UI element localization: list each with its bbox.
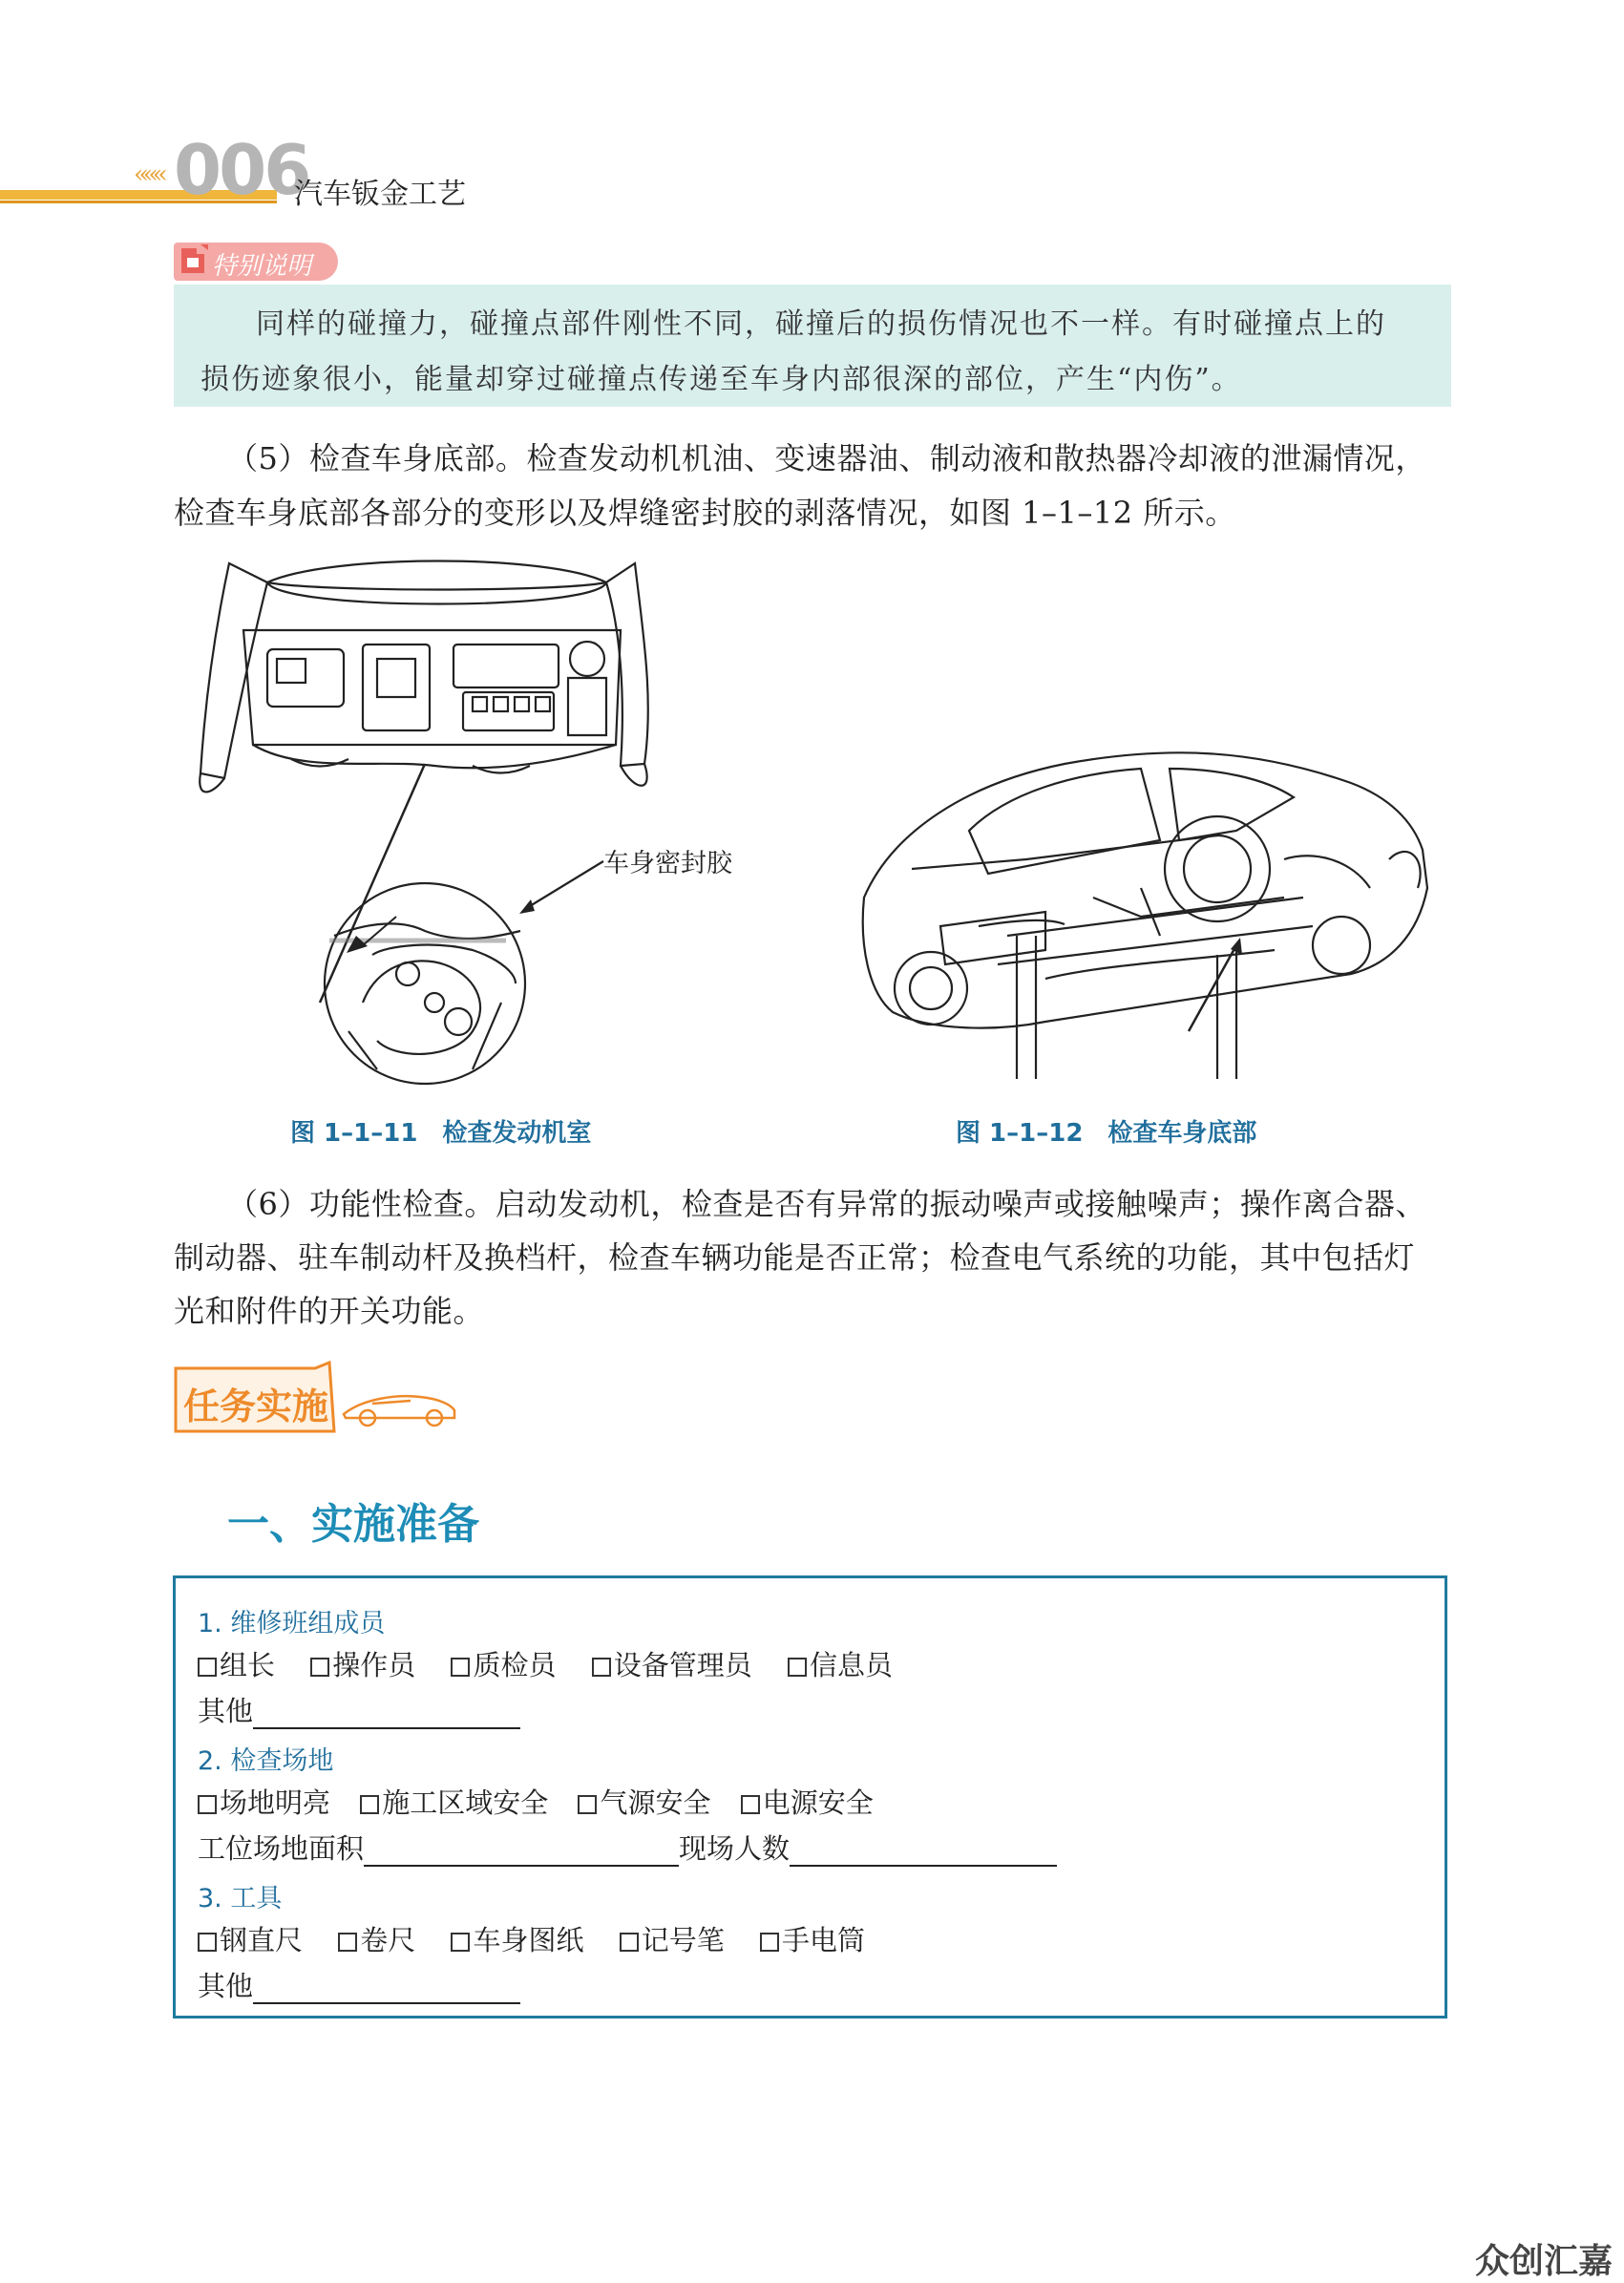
option-power-safe[interactable]: 电源安全 <box>741 1786 874 1819</box>
para6-line-2: 制动器、驻车制动杆及换档杆，检查车辆功能是否正常；检查电气系统的功能，其中包括灯 <box>174 1239 1416 1276</box>
option-leader[interactable]: 组长 <box>198 1649 275 1681</box>
checkbox[interactable] <box>310 1658 329 1677</box>
area-field[interactable] <box>364 1836 679 1867</box>
checkbox[interactable] <box>338 1933 357 1952</box>
tool-options <box>198 1919 892 1958</box>
note-line-1: 同样的碰撞力，碰撞点部件刚性不同，碰撞后的损伤情况也不一样。有时碰撞点上的 <box>256 307 1386 341</box>
engine-compartment-illustration <box>186 554 664 1089</box>
option-body-drawing[interactable]: 车身图纸 <box>451 1924 583 1956</box>
checkbox[interactable] <box>198 1658 217 1677</box>
watermark: 众创汇嘉 <box>1475 2242 1613 2281</box>
checkbox[interactable] <box>198 1933 217 1952</box>
car-on-lift-illustration <box>854 745 1437 1089</box>
other-field[interactable] <box>253 1699 520 1729</box>
checkbox[interactable] <box>578 1795 597 1814</box>
book-title: 汽车钣金工艺 <box>294 178 466 211</box>
tools-heading: 3. 工具 <box>198 1884 283 1913</box>
option-marker[interactable]: 记号笔 <box>620 1924 725 1956</box>
checkbox[interactable] <box>198 1795 217 1814</box>
checkbox[interactable] <box>451 1933 470 1952</box>
sealant-callout: 车身密封胶 <box>603 849 732 878</box>
checkbox[interactable] <box>620 1933 639 1952</box>
sealant-leader-line <box>516 859 611 917</box>
option-flashlight[interactable]: 手电筒 <box>760 1924 865 1956</box>
checkbox[interactable] <box>360 1795 379 1814</box>
other-field-2[interactable] <box>253 1974 520 2004</box>
checkbox[interactable] <box>741 1795 760 1814</box>
tools-other-row <box>198 1965 520 2004</box>
site-options <box>198 1782 895 1821</box>
site-heading: 2. 检查场地 <box>198 1746 334 1776</box>
wrench-badge-icon <box>176 241 212 279</box>
section-title: 一、实施准备 <box>227 1500 479 1549</box>
option-info-officer[interactable]: 信息员 <box>788 1649 893 1681</box>
option-equipment-manager[interactable]: 设备管理员 <box>592 1649 752 1681</box>
para6-line-3: 光和附件的开关功能。 <box>174 1293 485 1329</box>
checkbox[interactable] <box>760 1933 779 1952</box>
para6-line-1: （6）功能性检查。启动发动机，检查是否有异常的振动噪声或接触噪声；操作离合器、 <box>227 1186 1426 1222</box>
page-number: 006 <box>174 130 309 210</box>
team-heading: 1. 维修班组成员 <box>198 1609 386 1638</box>
site-area-row <box>198 1828 1057 1867</box>
people-field[interactable] <box>790 1836 1057 1867</box>
fig12-caption: 图 1–1–12 检查车身底部 <box>956 1119 1257 1148</box>
checkbox[interactable] <box>451 1658 470 1677</box>
option-air-safe[interactable]: 气源安全 <box>578 1786 710 1819</box>
option-operator[interactable]: 操作员 <box>310 1649 415 1681</box>
option-tape-measure[interactable]: 卷尺 <box>338 1924 415 1956</box>
team-options <box>198 1644 919 1683</box>
option-bright[interactable]: 场地明亮 <box>198 1786 330 1819</box>
option-work-area-safe[interactable]: 施工区域安全 <box>360 1786 548 1819</box>
people-label: 现场人数 <box>679 1832 791 1865</box>
option-inspector[interactable]: 质检员 <box>451 1649 556 1681</box>
option-steel-ruler[interactable]: 钢直尺 <box>198 1924 303 1956</box>
header-chevrons: ««« <box>134 160 162 189</box>
para5-line-1: （5）检查车身底部。检查发动机机油、变速器油、制动液和散热器冷却液的泄漏情况， <box>227 440 1426 476</box>
note-badge-label: 特别说明 <box>212 252 312 281</box>
area-label: 工位场地面积 <box>198 1832 365 1865</box>
team-other-row <box>198 1690 520 1729</box>
checkbox[interactable] <box>788 1658 807 1677</box>
other-label-2: 其他 <box>198 1970 254 2002</box>
task-banner-label: 任务实施 <box>183 1385 329 1427</box>
note-line-2: 损伤迹象很小，能量却穿过碰撞点传递至车身内部很深的部位，产生“内伤”。 <box>200 363 1242 396</box>
checkbox[interactable] <box>592 1658 611 1677</box>
other-label: 其他 <box>198 1695 254 1727</box>
para5-line-2: 检查车身底部各部分的变形以及焊缝密封胶的剥落情况，如图 1–1–12 所示。 <box>174 495 1236 531</box>
fig11-caption: 图 1–1–11 检查发动机室 <box>290 1119 592 1148</box>
